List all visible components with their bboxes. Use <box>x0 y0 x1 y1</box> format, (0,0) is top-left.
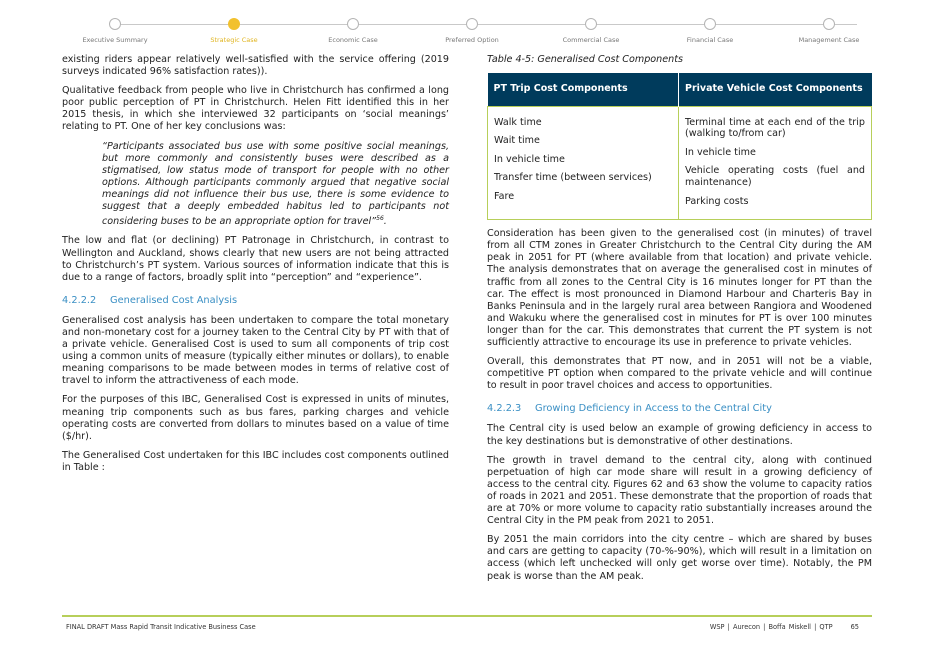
list-item: Terminal time at each end of the trip (walking to/from car) <box>685 116 865 140</box>
step-dot <box>823 18 835 30</box>
step-dot <box>347 18 359 30</box>
nav-step-economic-case[interactable] <box>294 18 412 44</box>
paragraph: Overall, this demonstrates that PT now, and in 2051 will not be a viable, competitive PT option when compared to the private vehicle and will continue to result in poor travel choices and access to opportunities. <box>487 356 872 392</box>
left-column <box>62 54 449 481</box>
paragraph: Qualitative feedback from people who live in Christchurch has confirmed a long poor public perception of PT in Christchurch. Helen Fitt identified this in her 2015 thesis, in which she interviewed 32 participants on ‘social meanings’ relating to PT. One of her key conclusions was: <box>62 85 449 133</box>
list-item: In vehicle time <box>494 153 565 165</box>
paragraph: The low and flat (or declining) PT Patronage in Christchurch, in contrast to Wellington and Auckland, shows clearly that new users are not being attracted to Christchurch’s PT system. Various sources of information indicate that this is due to a range of factors, broadly split into “perception” and “experience”. <box>62 235 449 283</box>
footer-partners: WSP | Aurecon | Boffa Miskell | QTP <box>709 623 833 631</box>
section-title: Growing Deficiency in Access to the Central City <box>535 403 772 415</box>
paragraph: Consideration has been given to the generalised cost (in minutes) of travel from all CTM zones in Greater Christchurch to the Central City during the AM peak in 2051 for PT (where available from that location) and private vehicle. The analysis demonstrates that on average the generalised cost in minutes of traffic from all zones to the Central City is 16 minutes longer for PT than the car. The effect is most pronounced in Diamond Harbour and Charteris Bay in Banks Peninsula and in the largely rural area between Rangiora and Woodened and Wakuku where the generalised cost in minutes for PT is over 100 minutes longer than for the car. This demonstrates that current the PT system is not sufficiently attractive to encourage its use in preference to private vehicles. <box>487 228 872 348</box>
paragraph: The Generalised Cost undertaken for this IBC includes cost components outlined in Table : <box>62 449 449 473</box>
footnote-ref[interactable]: 56 <box>376 215 384 223</box>
section-progress-nav <box>60 18 872 48</box>
section-heading <box>487 403 872 415</box>
paragraph: The Central city is used below an example of growing deficiency in access to the key destinations but is demonstrative of other destinations. <box>487 423 872 447</box>
nav-step-executive-summary[interactable] <box>56 18 174 44</box>
step-dot <box>466 18 478 30</box>
step-label: Economic Case <box>328 36 378 44</box>
list-item: In vehicle time <box>685 146 756 158</box>
nav-step-management-case[interactable] <box>770 18 888 44</box>
quote-text: “Participants associated bus use with some positive social meanings, but more commonly and consistently buses were described as a stigmatised, low status mode of transport for people with no other options. Although participants commonly argued that negative social meanings did not influence their bus use, there is some evidence to suggest that a deeply embedded habitus led to participants not considering buses to be an appropriate option for travel” <box>102 140 449 228</box>
footer-rule <box>62 615 872 617</box>
step-dot <box>585 18 597 30</box>
list-item: Vehicle operating costs (fuel and maintenance) <box>685 165 865 188</box>
step-label: Management Case <box>798 36 860 44</box>
table-cell-private <box>679 106 872 220</box>
table-row <box>488 106 872 220</box>
quote-end: . <box>383 216 387 228</box>
footer-credits <box>710 623 859 631</box>
step-label: Commercial Case <box>562 36 620 44</box>
list-item: Transfer time (between services) <box>494 172 652 184</box>
page-number: 65 <box>850 623 859 631</box>
step-dot <box>704 18 716 30</box>
step-label: Preferred Option <box>445 36 499 44</box>
list-item: Parking costs <box>685 195 749 207</box>
footer-document-title: FINAL DRAFT Mass Rapid Transit Indicative Business Case <box>66 623 256 631</box>
section-number: 4.2.2.3 <box>487 403 522 415</box>
step-dot <box>109 18 121 30</box>
block-quote <box>62 141 449 229</box>
step-label: Strategic Case <box>210 36 258 44</box>
right-column <box>487 54 872 590</box>
paragraph: The growth in travel demand to the central city, along with continued perpetuation of high car mode share will result in a growing deficiency of access to the central city. Figures 62 and 63 show the volume to capacity ratios of roads in 2021 and 2051. These demonstrate that the proportion of roads that are at 70% or more volume to capacity ratio substantially increases around the Central City in the PM peak from 2021 to 2051. <box>487 454 872 527</box>
step-label: Executive Summary <box>82 36 148 44</box>
list-item: Walk time <box>494 116 542 128</box>
section-heading <box>62 295 449 307</box>
nav-step-financial-case[interactable] <box>651 18 769 44</box>
paragraph: existing riders appear relatively well-satisfied with the service offering (2019 surveys indicated 96% satisfaction rates)). <box>62 54 449 78</box>
nav-step-commercial-case[interactable] <box>532 18 650 44</box>
cost-components-table <box>487 73 872 220</box>
step-label: Financial Case <box>686 36 734 44</box>
section-number: 4.2.2.2 <box>62 294 97 306</box>
paragraph: For the purposes of this IBC, Generalised Cost is expressed in units of minutes, meaning trip components such as bus fares, parking charges and vehicle operating costs are converted from dollars to minutes based on a value of time ($/hr). <box>62 394 449 442</box>
step-dot-active <box>228 18 240 30</box>
table-header-row <box>488 73 872 106</box>
list-item: Wait time <box>494 135 540 147</box>
section-title: Generalised Cost Analysis <box>110 294 238 306</box>
table-header-pt: PT Trip Cost Components <box>488 73 679 106</box>
table-cell-pt <box>488 106 679 220</box>
table-header-private: Private Vehicle Cost Components <box>679 73 872 106</box>
paragraph: By 2051 the main corridors into the city centre – which are shared by buses and cars are getting to capacity (70-%-90%), which will result in a limitation on access (which left unchecked will only get worse over time). Notably, the PM peak is worse than the AM peak. <box>487 534 872 582</box>
nav-step-preferred-option[interactable] <box>413 18 531 44</box>
table-caption: Table 4-5: Generalised Cost Components <box>487 54 683 65</box>
paragraph: Generalised cost analysis has been undertaken to compare the total monetary and non-monetary cost for a journey taken to the Central City by PT with that of a private vehicle. Generalised Cost is used to sum all components of trip cost using a common units of measure (typically either minutes or dollars), to enable meaning comparisons to be made between modes in terms of relative cost of travel to inform the attractiveness of each mode. <box>62 314 449 387</box>
list-item: Fare <box>494 190 515 202</box>
nav-step-strategic-case[interactable] <box>175 18 293 44</box>
